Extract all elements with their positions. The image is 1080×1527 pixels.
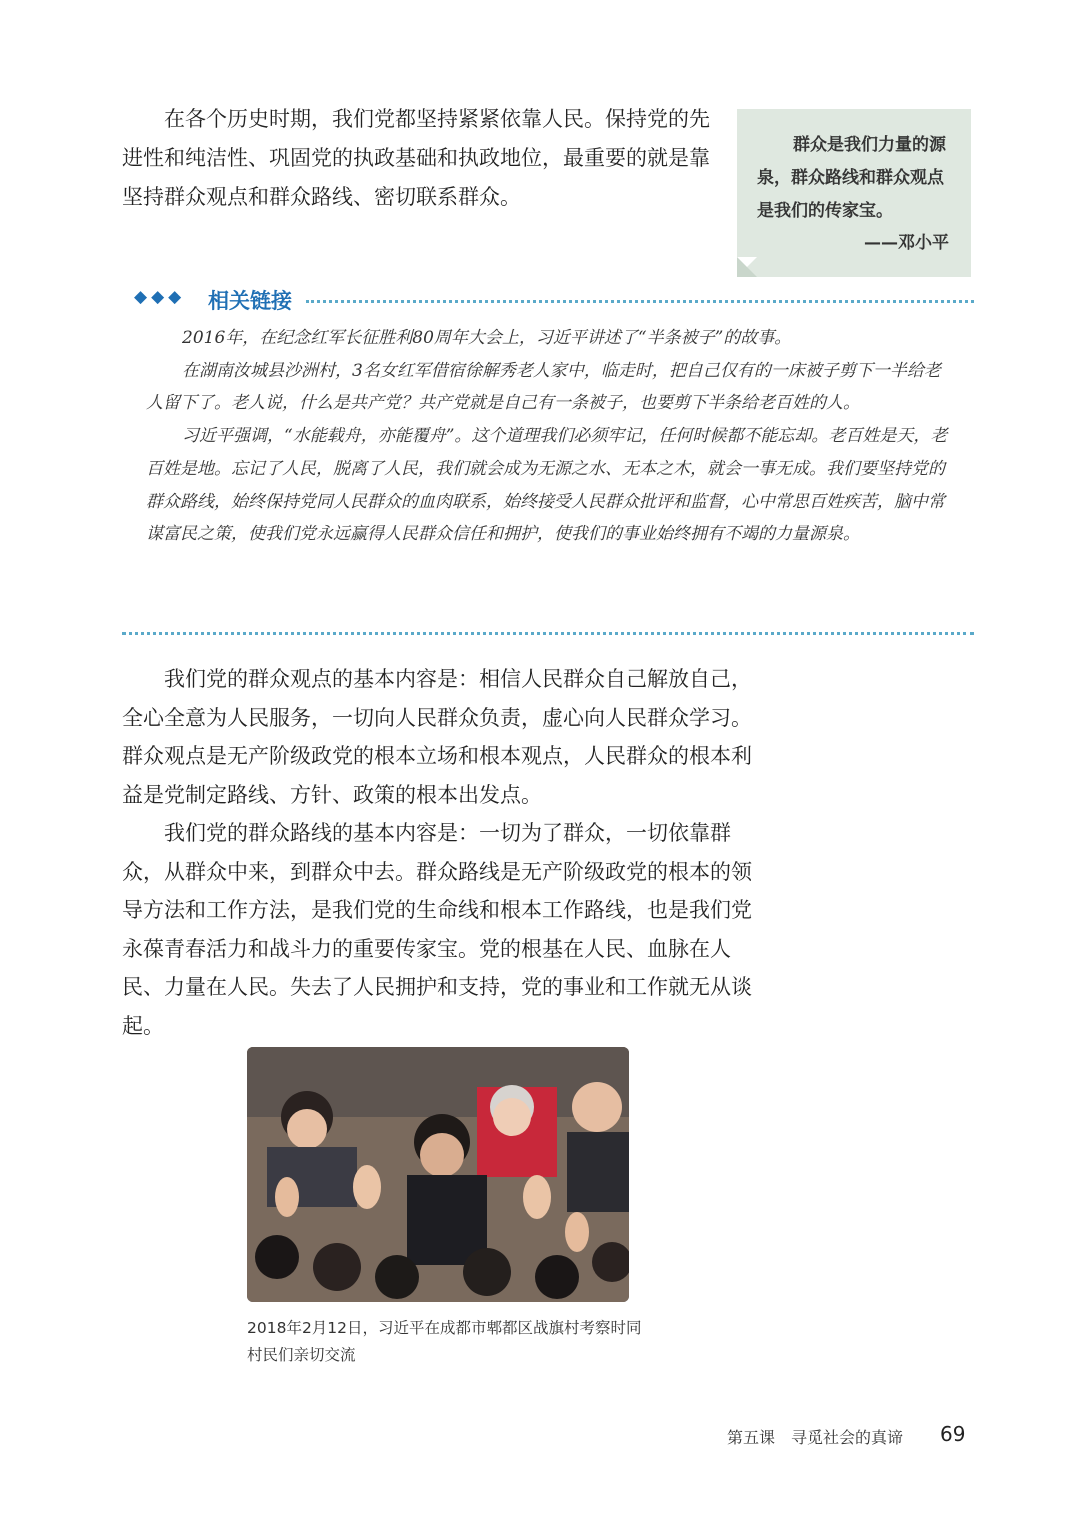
quote-author: ——邓小平: [864, 233, 949, 253]
diamond-icon: ◆◆◆: [134, 287, 186, 307]
news-photo: [247, 1047, 629, 1302]
main-text: [122, 660, 756, 1045]
quote-fold-shadow: [737, 257, 757, 277]
intro-paragraph: 在各个历史时期，我们党都坚持紧紧依靠人民。保持党的先进性和纯洁性、巩固党的执政基础和执政地位，最重要的就是靠坚持群众观点和群众路线、密切联系群众。: [122, 107, 710, 209]
dotted-divider-top: [306, 300, 974, 303]
related-link-title: 相关链接: [208, 289, 292, 313]
related-link-paragraph: 习近平强调，“水能载舟，亦能覆舟”。这个道理我们必须牢记，任何时候都不能忘却。老百姓是天，老百姓是地。忘记了人民，脱离了人民，我们就会成为无源之水、无本之木，就会一事无成。我们要坚持党的群众路线，始终保持党同人民群众的血肉联系，始终接受人民群众批评和监督，心中常思百姓疾苦，脑中常谋富民之策，使我们党永远赢得人民群众信任和拥护，使我们的事业始终拥有不竭的力量源泉。: [146, 426, 948, 545]
related-link-paragraph: 在湖南汝城县沙洲村，3名女红军借宿徐解秀老人家中，临走时，把自己仅有的一床被子剪下一半给老人留下了。老人说，什么是共产党？共产党就是自己有一条被子，也要剪下半条给老百姓的人。: [146, 360, 941, 414]
photo-caption: 2018年2月12日，习近平在成都市郫都区战旗村考察时同村民们亲切交流: [247, 1319, 642, 1364]
chapter-footer: 第五课 寻觅社会的真谛: [727, 1428, 904, 1447]
related-link-header: [134, 285, 974, 315]
crowd-illustration: [247, 1047, 629, 1302]
related-link-body: [146, 322, 954, 551]
quote-text: 群众是我们力量的源泉，群众路线和群众观点是我们的传家宝。: [757, 135, 946, 221]
page-number: 69: [940, 1422, 966, 1446]
main-paragraph: 我们党的群众路线的基本内容是：一切为了群众，一切依靠群众，从群众中来，到群众中去。群众路线是无产阶级政党的根本的领导方法和工作方法，是我们党的生命线和根本工作路线，也是我们党永葆青春活力和战斗力的重要传家宝。党的根基在人民、血脉在人民、力量在人民。失去了人民拥护和支持，党的事业和工作就无从谈起。: [122, 821, 752, 1038]
related-link-paragraph: 2016年，在纪念红军长征胜利80周年大会上，习近平讲述了“半条被子”的故事。: [182, 328, 792, 348]
quote-box: [737, 109, 971, 277]
main-paragraph: 我们党的群众观点的基本内容是：相信人民群众自己解放自己，全心全意为人民服务，一切向人民群众负责，虚心向人民群众学习。群众观点是无产阶级政党的根本立场和根本观点，人民群众的根本利益是党制定路线、方针、政策的根本出发点。: [122, 667, 752, 807]
dotted-divider-bottom: [122, 632, 974, 635]
